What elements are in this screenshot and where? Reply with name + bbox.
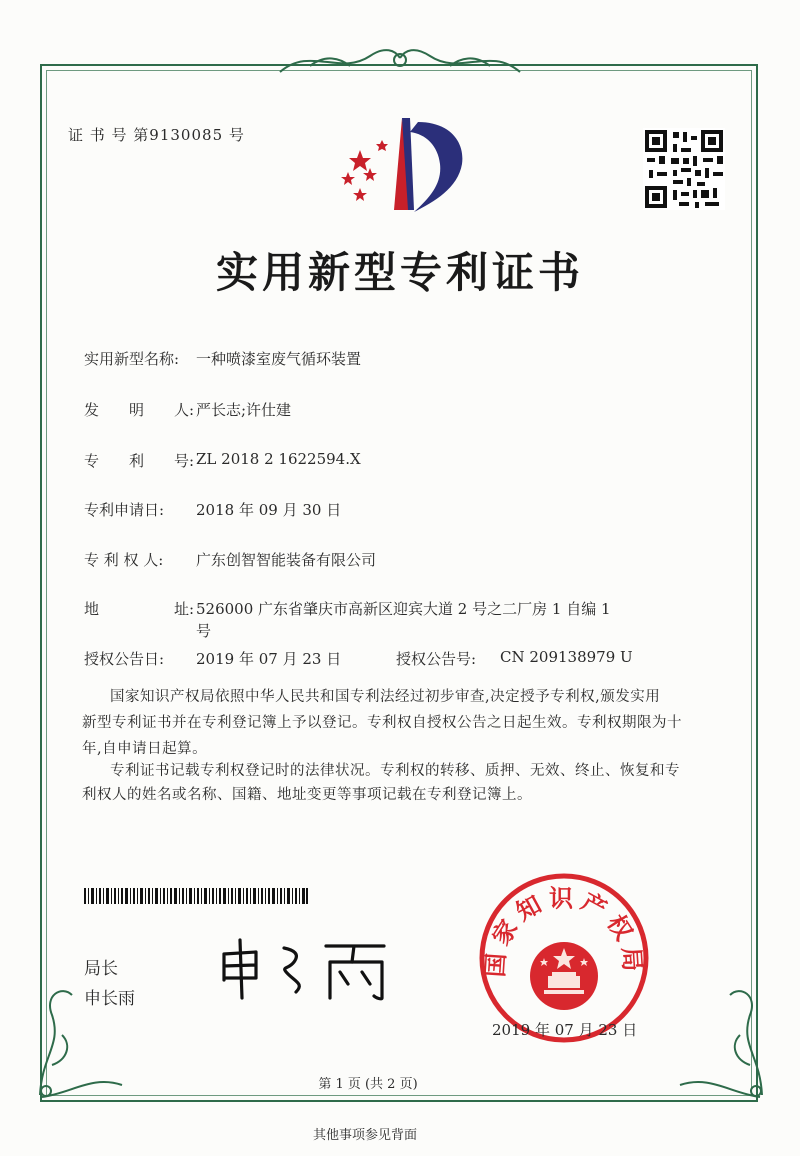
utility-model-name-label: 实用新型名称: [84,350,180,368]
grant-number-value: CN 209138979 U [500,648,633,666]
qr-code-icon [643,128,725,210]
paragraph-1-line-1: 国家知识产权局依照中华人民共和国专利法经过初步审查,决定授予专利权,颁发实用 [110,689,661,705]
certificate-number: 证 书 号 第9130085 号 [68,126,245,144]
grant-number-label: 授权公告号: [396,650,477,668]
paragraph-1-line-3: 年,自申请日起算。 [82,741,208,757]
footer-note: 其他事项参见背面 [312,1128,417,1143]
patentee-label: 专 利 权 人: [84,551,164,569]
grant-date-value: 2019 年 07 月 23 日 [196,650,342,668]
address-value-line1: 526000 广东省肇庆市高新区迎宾大道 2 号之二厂房 1 自编 1 [196,600,611,618]
application-date-label: 专利申请日: [84,501,165,519]
patent-number-label: 专 利 号: [84,452,195,470]
page-number: 第 1 页 (共 2 页) [318,1077,418,1092]
utility-model-name-value: 一种喷漆室废气循环装置 [196,350,362,368]
director-title: 局长 [84,959,118,979]
address-value-line2: 号 [196,622,212,640]
seal-text: 国家知识产权局 [481,884,647,979]
inventor-value: 严长志;许仕建 [196,401,292,419]
patent-office-emblem-icon [330,112,470,216]
certificate-title: 实用新型专利证书 [215,248,584,297]
paragraph-2-line-1: 专利证书记载专利权登记时的法律状况。专利权的转移、质押、无效、终止、恢复和专 [110,763,680,779]
barcode-icon [84,888,308,904]
patent-number-value: ZL 2018 2 1622594.X [196,450,361,468]
patentee-value: 广东创智智能装备有限公司 [196,551,377,569]
handwritten-signature [214,932,394,1002]
paragraph-2-line-2: 利权人的姓名或名称、国籍、地址变更等事项记载在专利登记簿上。 [82,787,532,803]
director-name: 申长雨 [84,989,135,1009]
seal-date: 2019 年 07 月 23 日 [492,1021,638,1039]
grant-date-label: 授权公告日: [84,650,165,668]
top-ornament [270,36,530,80]
application-date-value: 2018 年 09 月 30 日 [196,501,342,519]
inventor-label: 发 明 人: [84,401,195,419]
address-label: 地 址: [84,600,195,618]
paragraph-1-line-2: 新型专利证书并在专利登记簿上予以登记。专利权自授权公告之日起生效。专利权期限为十 [82,715,682,731]
